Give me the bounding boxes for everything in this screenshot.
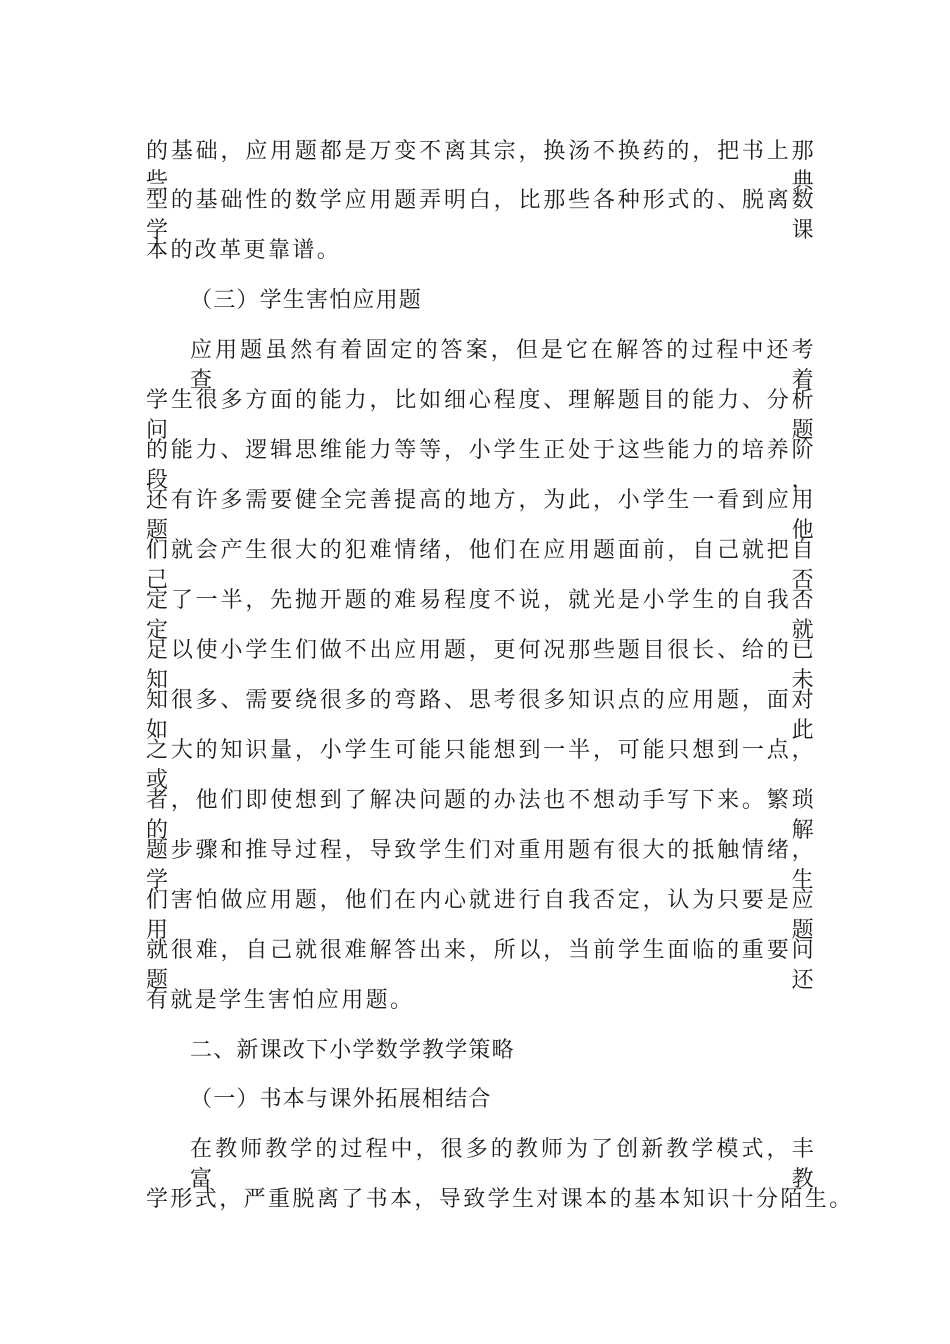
body-text-line: 足以使小学生们做不出应用题，更何况那些题目很长、给的已知未 — [146, 638, 816, 693]
body-text-line: 题步骤和推导过程，导致学生们对重用题有很大的抵触情绪，学生 — [146, 838, 816, 893]
body-text-line: 知很多、需要绕很多的弯路、思考很多知识点的应用题，面对如此 — [146, 688, 816, 743]
body-text-line: 本的改革更靠谱。 — [146, 238, 342, 263]
body-text-line: 在教师教学的过程中，很多的教师为了创新教学模式，丰富教 — [190, 1137, 816, 1192]
body-text-line: 之大的知识量，小学生可能只能想到一半，可能只想到一点，或 — [146, 738, 816, 793]
body-text-line: 还有许多需要健全完善提高的地方，为此，小学生一看到应用题他 — [146, 488, 816, 543]
body-text-line: 型的基础性的数学应用题弄明白，比那些各种形式的、脱离数学课 — [146, 188, 816, 243]
body-text-line: 的基础，应用题都是万变不离其宗，换汤不换药的，把书上那些典 — [146, 139, 816, 194]
body-text-line: 学形式，严重脱离了书本，导致学生对课本的基本知识十分陌生。 — [146, 1187, 854, 1212]
body-text-line: 有就是学生害怕应用题。 — [146, 988, 415, 1013]
body-text-line: 应用题虽然有着固定的答案，但是它在解答的过程中还考查着 — [190, 338, 816, 393]
subsection-heading: （一）书本与课外拓展相结合 — [190, 1087, 492, 1112]
body-text-line: 定了一半，先抛开题的难易程度不说，就光是小学生的自我否定就 — [146, 588, 816, 643]
body-text-line: 们害怕做应用题，他们在内心就进行自我否定，认为只要是应用题 — [146, 888, 816, 943]
subsection-heading: （三）学生害怕应用题 — [190, 288, 423, 313]
section-heading: 二、新课改下小学数学教学策略 — [190, 1038, 515, 1063]
body-text-line: 就很难，自己就很难解答出来，所以，当前学生面临的重要问题还 — [146, 938, 816, 993]
body-text-line: 者，他们即使想到了解决问题的办法也不想动手写下来。繁琐的解 — [146, 788, 816, 843]
body-text-line: 的能力、逻辑思维能力等等，小学生正处于这些能力的培养阶段， — [146, 438, 816, 493]
body-text-line: 们就会产生很大的犯难情绪，他们在应用题面前，自己就把自己否 — [146, 538, 816, 593]
body-text-line: 学生很多方面的能力，比如细心程度、理解题目的能力、分析问题 — [146, 388, 816, 443]
